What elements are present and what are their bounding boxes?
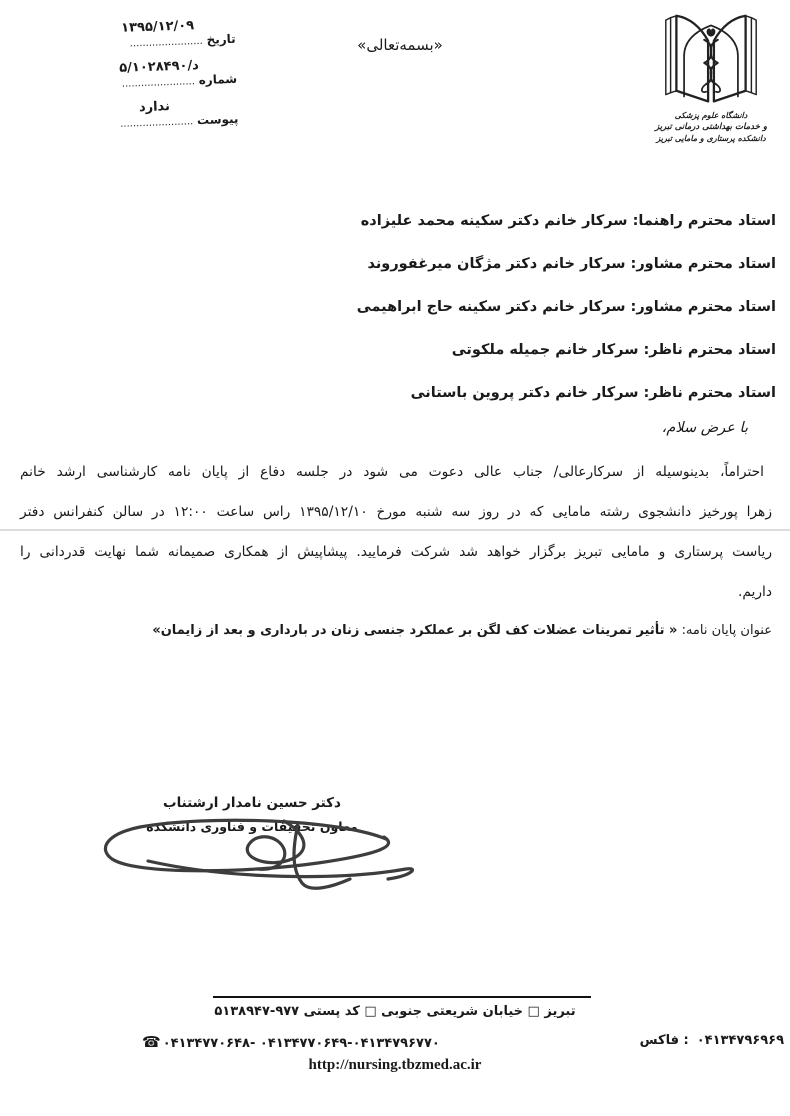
attachment-label: پیوست: [196, 111, 239, 128]
letter-number: ۵/د/۱۰۲۸۴۹۰: [118, 58, 200, 76]
body-line-2: زهرا پورخیز دانشجوی رشته مامایی که در روز سه شنبه مورخ ۱۳۹۵/۱۲/۱۰ راس ساعت ۱۲:۰۰ در سالن کنفرانس دفتر: [20, 504, 772, 520]
letter-stamp-block: [50, 17, 239, 143]
footer-address-line: [0, 1004, 790, 1019]
leader-dots: .......................: [121, 76, 196, 90]
body-line-3: ریاست پرستاری و مامایی تبریز برگزار خواهد شد شرکت فرمایید. پیشاپیش از همکاری صمیمانه شما نهایت قدردانی را: [20, 544, 772, 560]
date-row: [50, 17, 236, 54]
signature-scribble: [88, 809, 418, 895]
thesis-title-line: [18, 616, 772, 646]
recipients-block: [14, 200, 776, 415]
letterhead-line3: دانشکده پرستاری و مامایی تبریز: [656, 134, 766, 143]
body-paragraph: [20, 452, 772, 612]
university-emblem-icon: [650, 10, 772, 110]
footer-divider: [213, 996, 591, 998]
fax-label: فاکس :: [639, 1033, 689, 1048]
recipient-advisor-2: استاد محترم مشاور: سرکار خانم دکتر سکینه حاج ابراهیمی: [356, 299, 776, 315]
date-number: ۱۳۹۵/۱۲/۰۹: [120, 18, 195, 36]
emblem-heart-icon: [707, 29, 716, 37]
signer-name: دکتر حسین نامدار ارشتناب: [163, 795, 341, 811]
recipient-examiner-1: استاد محترم ناظر: سرکار خانم جمیله ملکوتی: [451, 342, 776, 358]
telephone-icon: ☎: [142, 1033, 161, 1051]
phones-group: [142, 1033, 440, 1051]
fax-number: ۰۴۱۳۴۷۹۶۹۶۹: [696, 1033, 784, 1048]
number-label: شماره: [198, 71, 238, 88]
thesis-title-label: عنوان پایان نامه:: [677, 623, 772, 638]
letterhead-line1: دانشگاه علوم پزشکی: [674, 111, 748, 120]
fax-group: [640, 1033, 784, 1048]
body-line-1: احتراماً، بدینوسیله از سرکارعالی/ جناب عالی دعوت می شود در جلسه دفاع از پایان نامه کارشناسی ارشد خانم: [20, 464, 764, 480]
date-label: تاریخ: [206, 31, 236, 47]
website-url: http://nursing.tbzmed.ac.ir: [308, 1057, 482, 1073]
leader-dots: .......................: [119, 116, 194, 130]
recipient-advisor-1: استاد محترم مشاور: سرکار خانم دکتر مژگان میرغفوروند: [367, 256, 776, 272]
scan-artifact-line: [0, 529, 790, 531]
recipient-examiner-2: استاد محترم ناظر: سرکار خانم دکتر پروین باستانی: [410, 385, 776, 401]
footer-address: تبریز □ خیابان شریعتی جنوبی □ کد پستی: [303, 1004, 576, 1019]
signature-block: [92, 793, 412, 837]
body-line-4: داریم.: [737, 584, 772, 600]
number-row: [51, 57, 237, 94]
letterhead-text: [636, 110, 786, 145]
salutation: با عرض سلام،: [661, 420, 748, 436]
bismillah-heading: «بسمه‌تعالی»: [357, 36, 443, 54]
leader-dots: .......................: [129, 35, 203, 50]
university-letterhead: [636, 10, 786, 145]
letterhead-line2: و خدمات بهداشتی درمانی تبریز: [655, 122, 767, 132]
recipient-supervisor: استاد محترم راهنما: سرکار خانم دکتر سکینه محمد علیزاده: [360, 213, 776, 229]
thesis-title-text: « تأثیر تمرینات عضلات کف لگن بر عملکرد جنسی زنان در بارداری و بعد از زایمان»: [152, 623, 678, 638]
footer-postal-code: ۵۱۳۸۹۴۷-۹۷۷: [214, 1004, 300, 1019]
phone-numbers: ۰۴۱۳۴۷۷۰۶۴۸- ۰۴۱۳۴۷۷۰۶۴۹-۰۴۱۳۴۷۹۶۷۷۰: [162, 1036, 440, 1051]
signer-role: معاون تحقیقات و فناوری دانشکده: [146, 819, 358, 834]
attachment-row: [53, 97, 239, 134]
footer-phone-line: [0, 1033, 790, 1055]
attachment-value: ندارد: [138, 99, 171, 116]
